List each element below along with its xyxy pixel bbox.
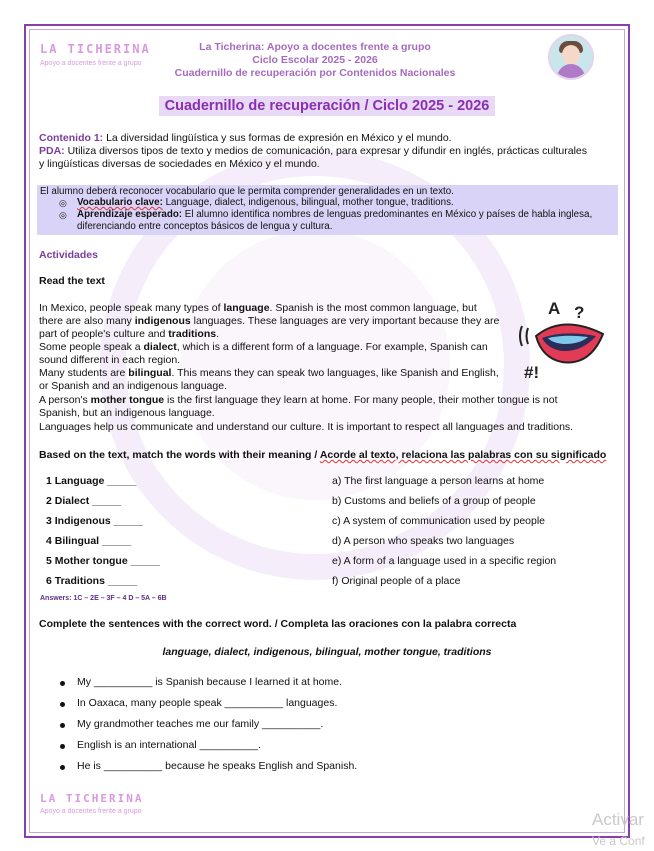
match-meaning: a) The first language a person learns at home xyxy=(332,475,545,487)
windows-activation-watermark: Activar xyxy=(592,810,644,829)
match-meaning: e) A form of a language used in a specific region xyxy=(332,555,557,567)
avatar xyxy=(548,34,594,80)
answers-key: Answers: 1C – 2E – 3F – 4 D – 5A – 6B xyxy=(40,595,167,602)
brand-logo: LA TICHERINA xyxy=(40,42,151,56)
letter-a-glyph: A xyxy=(548,299,561,318)
reading-line: sound different in each region. xyxy=(39,354,181,366)
reading-line: there are also many indigenous languages. These languages are very important because they are xyxy=(39,315,500,327)
vocabulario-clave: Vocabulario clave: Language, dialect, indigenous, bilingual, mother tongue, traditions. xyxy=(77,197,454,208)
header-line-2: Ciclo Escolar 2025 - 2026 xyxy=(252,54,378,66)
aprendizaje-esperado-line-2: diferenciando entre conceptos básicos de lengua y cultura. xyxy=(77,221,333,232)
objectives-intro: El alumno deberá reconocer vocabulario que le permita comprender generalidades en un texto. xyxy=(40,186,454,197)
complete-heading: Complete the sentences with the correct word. / Completa las oraciones con la palabra correcta xyxy=(39,618,517,630)
match-word: 3 Indigenous _____ xyxy=(46,515,143,527)
bullet-dot xyxy=(60,765,65,770)
reading-line: A person's mother tongue is the first language they learn at home. For many people, their mother tongue is not xyxy=(39,394,558,406)
match-word: 2 Dialect _____ xyxy=(46,495,122,507)
reading-line: Languages help us communicate and understand our culture. It is important to respect all languages and traditions. xyxy=(39,421,574,433)
exclaim-glyph: #! xyxy=(524,363,540,382)
bullet-dot xyxy=(60,681,65,686)
objectives-box xyxy=(37,185,618,235)
footer-logo: LA TICHERINA xyxy=(40,792,144,805)
match-word: 6 Traditions _____ xyxy=(46,575,138,587)
reading-line: or Spanish and an indigenous language. xyxy=(39,380,227,392)
windows-activation-subtext: Ve a Conf xyxy=(592,834,645,848)
header-line-3: Cuadernillo de recuperación por Contenidos Nacionales xyxy=(174,67,456,79)
match-meaning: c) A system of communication used by people xyxy=(332,515,546,527)
question-glyph: ? xyxy=(574,303,585,322)
sentence-item: In Oaxaca, many people speak __________ languages. xyxy=(77,697,338,709)
header-line-1: La Ticherina: Apoyo a docentes frente a grupo xyxy=(199,41,431,53)
match-meaning: b) Customs and beliefs of a group of people xyxy=(332,495,536,507)
match-word: 1 Language _____ xyxy=(46,475,137,487)
match-meaning: d) A person who speaks two languages xyxy=(332,535,515,547)
bullet-icon: ◎ xyxy=(59,198,67,208)
brand-logo-subtitle: Apoyo a docentes frente a grupo xyxy=(40,60,142,67)
sentence-item: He is __________ because he speaks English and Spanish. xyxy=(77,760,358,772)
actividades-heading: Actividades xyxy=(39,249,98,261)
bullet-dot xyxy=(60,702,65,707)
reading-line: In Mexico, people speak many types of language. Spanish is the most common language, but xyxy=(39,302,477,314)
sentence-item: My grandmother teaches me our family __________. xyxy=(77,718,324,730)
aprendizaje-esperado: Aprendizaje esperado: El alumno identifica nombres de lenguas predominantes en México y países de habla inglesa, xyxy=(77,209,593,220)
bullet-dot xyxy=(60,744,65,749)
reading-line: part of people's culture and traditions. xyxy=(39,328,220,340)
speaking-mouth-icon xyxy=(518,296,618,386)
read-heading: Read the text xyxy=(39,275,105,287)
bullet-icon: ◎ xyxy=(59,210,67,220)
reading-line: Some people speak a dialect, which is a different form of a language. For example, Spanish can xyxy=(39,341,488,353)
reading-line: Many students are bilingual. This means they can speak two languages, like Spanish and English, xyxy=(39,367,499,379)
pda-line-2: y lingüísticas diversas de sociedades en México y el mundo. xyxy=(39,158,320,170)
pda: PDA: Utiliza diversos tipos de texto y medios de comunicación, para expresar y difundir en inglés, prácticas culturales xyxy=(39,145,588,157)
sentence-item: My __________ is Spanish because I learned it at home. xyxy=(77,676,343,688)
word-bank: language, dialect, indigenous, bilingual, mother tongue, traditions xyxy=(162,646,492,658)
page-title: Cuadernillo de recuperación / Ciclo 2025 - 2026 xyxy=(60,98,594,114)
bullet-dot xyxy=(60,723,65,728)
match-word: 4 Bilingual _____ xyxy=(46,535,132,547)
match-word: 5 Mother tongue _____ xyxy=(46,555,160,567)
sentence-item: English is an international __________. xyxy=(77,739,261,751)
reading-line: Spanish, but an indigenous language. xyxy=(39,407,215,419)
contenido: Contenido 1: La diversidad lingüística y sus formas de expresión en México y el mundo. xyxy=(39,132,452,144)
match-meaning: f) Original people of a place xyxy=(332,575,461,587)
footer-logo-subtitle: Apoyo a docentes frente a grupo xyxy=(40,808,142,815)
match-heading: Based on the text, match the words with their meaning / Acorde al texto, relaciona las palabras con su significado xyxy=(39,449,607,461)
